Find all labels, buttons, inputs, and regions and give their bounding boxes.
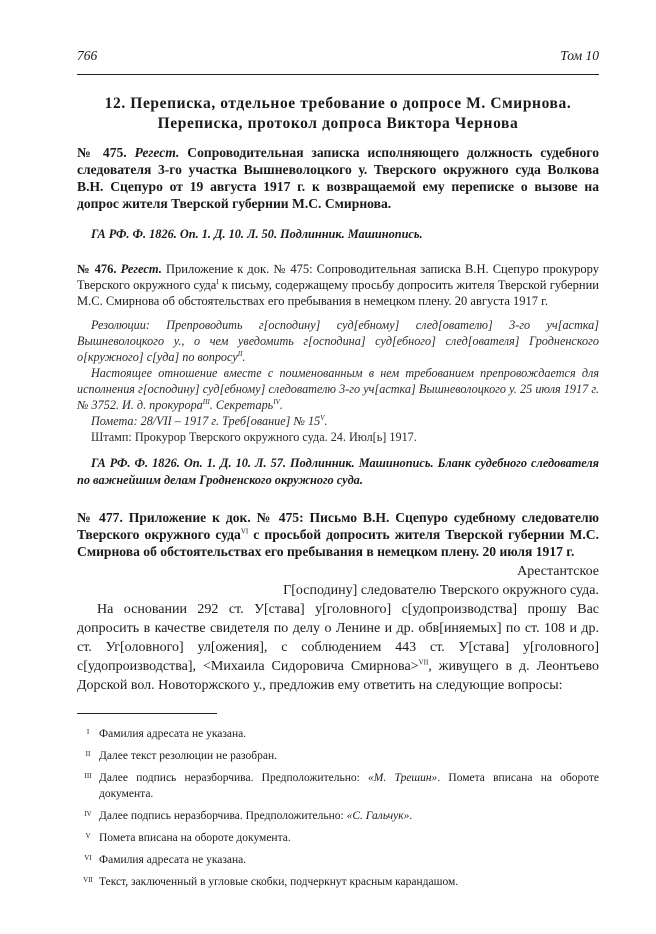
stamp-text: Штамп: Прокурор Тверского окружного суда. 24. Июл[ь] 1917.	[91, 430, 417, 444]
document-476-text-a: Приложение к док. № 475: Сопроводительная записка В.Н. Сцепуро прокурору Тверского окружного суда	[77, 262, 600, 292]
document-477-body	[77, 562, 599, 695]
section-title-line-1: 12. Переписка, отдельное требование о допросе М. Смирнова.	[104, 95, 572, 112]
footnote-V: V Помета вписана на обороте документа.	[85, 832, 291, 844]
volume-label: Том 10	[560, 48, 599, 63]
addressee-line: Г[осподину] следователю Тверского окружного суда.	[283, 583, 599, 598]
footnote-IV: IV Далее подпись неразборчива. Предположительно: «С. Гальчук».	[84, 810, 413, 822]
footnote-ref-VII[interactable]: VII	[418, 658, 429, 667]
header-rule	[77, 74, 599, 75]
footnote-II: II Далее текст резолюции не разобран.	[85, 750, 277, 762]
footnotes	[77, 713, 599, 890]
footnote-ref-IV[interactable]: IV	[273, 397, 280, 406]
page	[77, 48, 599, 896]
document-476-heading	[77, 261, 599, 309]
resolution-2: Настоящее отношение вместе с поименованным в нем требованием препровождается для исполнения г[осподину] суд[ебному] следователю 3-го уч[астка] Вышневолоцкого у. 25 июля 1917 г. № 3752. И. д. прокурора$^{III}$. Секретарь$^{IV}$.	[77, 366, 599, 412]
document-477-number: № 477.	[77, 510, 123, 525]
footnote-VI: VI Фамилия адресата не указана.	[84, 854, 247, 866]
document-476-number: № 476.	[77, 262, 117, 276]
running-header	[77, 48, 599, 74]
document-477-heading	[77, 509, 599, 560]
footnote-I: I Фамилия адресата не указана.	[86, 728, 247, 740]
document-477	[77, 509, 599, 695]
document-475-source: ГА РФ. Ф. 1826. Оп. 1. Д. 10. Л. 50. Подлинник. Машинопись.	[91, 227, 423, 241]
document-475-text: Сопроводительная записка исполняющего должность судебного следователя 3-го участка Вышневолоцкого у. Тверского окружного суда Волкова В.Н. Сцепуро от 19 августа 1917 г. к возвращаемой ему переписке о вызове на допрос жителя Тверской губернии М.С. Смирнова.	[77, 145, 599, 211]
document-476	[77, 261, 599, 489]
document-476-source: ГА РФ. Ф. 1826. Оп. 1. Д. 10. Л. 57. Подлинник. Машинопись. Бланк судебного следователя по важнейшим делам Гродненского окружного суда.	[77, 456, 599, 487]
footnote-ref-VI[interactable]: VI	[240, 527, 249, 536]
arrest-label: Арестантское	[517, 564, 599, 579]
page-number: 766	[77, 48, 98, 63]
footnote-ref-I[interactable]: I	[216, 277, 219, 286]
footnote-ref-V[interactable]: V	[320, 413, 325, 422]
document-477-text-a: Приложение к док. № 475: Письмо В.Н. Сцепуро судебному следователю Тверского окружного суда	[77, 510, 599, 542]
document-475-regest: Регест.	[134, 145, 180, 160]
letter-paragraph: На основании 292 ст. У[става] у[головного] с[удопроизводства] прошу Вас допросить в качестве свидетеля по делу о Ленине и др. обв[иняемых] по ст. 108 и др. ст. Уг[оловного] ул[ожения], с соблюдением 443 ст. У[става] у[головного] с[удопроизводства], <Михаила Сидоровича Смирнова>$^{VII}$, живущего в д. Леонтьево Дорской вол. Новоторжского у., предложив ему ответить на следующие вопросы:	[77, 602, 599, 693]
section-title	[77, 94, 599, 134]
footnote-ref-II[interactable]: II	[237, 349, 243, 358]
document-475-heading	[77, 144, 599, 212]
document-477-text-b: с просьбой допросить жителя Тверской губернии М.С. Смирнова об обстоятельствах его пребывания в немецком плену. 20 июля 1917 г.	[77, 527, 599, 559]
footnote-VII: VII Текст, заключенный в угловые скобки, подчеркнут красным карандашом.	[83, 876, 459, 888]
document-476-resolutions	[77, 317, 599, 445]
note-pometa: Помета: 28/VII – 1917 г. Треб[ование] № $15^V$.	[91, 413, 328, 428]
footnote-ref-III[interactable]: III	[202, 397, 210, 406]
document-475	[77, 144, 599, 243]
resolution-1: Резолюции: Препроводить г[осподину] суд[ебному] след[ователю] 3-го уч[астка] Вышневолоцкого у., о чем уведомить г[осподина] суд[ебного] след[ователя] Гродненского о[кружного] с[уда] по вопросу$^{II}$.	[77, 318, 599, 364]
section-title-line-2: Переписка, протокол допроса Виктора Чернова	[157, 115, 519, 132]
document-475-number: № 475.	[77, 145, 127, 160]
document-476-text-b: к письму, содержащему просьбу допросить жителя Тверской губернии М.С. Смирнова об обстоятельствах его пребывания в немецком плену. 20 августа 1917 г.	[77, 278, 599, 308]
footnote-III: III Далее подпись неразборчива. Предположительно: «М. Трешин». Помета вписана на обороте документа.	[84, 772, 600, 800]
document-476-regest: Регест.	[120, 262, 162, 276]
